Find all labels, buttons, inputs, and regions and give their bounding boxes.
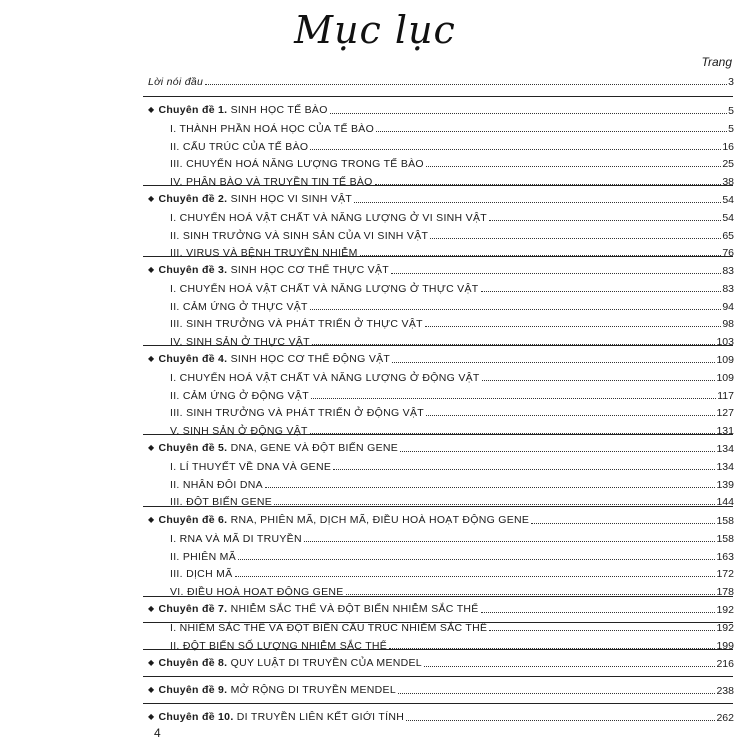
toc-topic-row bbox=[148, 598, 734, 616]
toc-topic-label bbox=[148, 514, 529, 527]
section-divider bbox=[143, 256, 733, 257]
toc-subsection-label: IV. SINH SẢN Ở THỰC VẬT bbox=[170, 336, 310, 349]
dot-leader bbox=[400, 451, 715, 452]
section-divider bbox=[143, 596, 733, 597]
dot-leader bbox=[426, 415, 715, 416]
toc-topic-prefix: Chuyên đề 9. bbox=[158, 684, 228, 696]
section-divider bbox=[143, 96, 733, 97]
toc-subsection-page: 199 bbox=[716, 639, 734, 652]
toc-subsection-page: 5 bbox=[728, 122, 734, 135]
toc-subsection-row bbox=[170, 473, 734, 491]
toc-topic-row bbox=[148, 188, 734, 206]
toc-subsection-label: I. CHUYỂN HOÁ VẬT CHẤT VÀ NĂNG LƯỢNG Ở ĐỘNG VẬT bbox=[170, 371, 480, 384]
toc-subsection-row bbox=[170, 366, 734, 384]
toc-subsection-page: 127 bbox=[716, 407, 734, 420]
diamond-bullet-icon: ◆ bbox=[148, 685, 155, 694]
toc-subsection-label: II. CẤU TRÚC CỦA TẾ BÀO bbox=[170, 140, 309, 153]
section-divider bbox=[143, 506, 733, 507]
dot-leader bbox=[238, 559, 715, 560]
toc-subsection-label: III. SINH TRƯỞNG VÀ PHÁT TRIỂN Ở THỰC VẬT bbox=[170, 318, 423, 331]
section-divider bbox=[143, 185, 733, 186]
toc-subsection-page: 158 bbox=[716, 532, 734, 545]
diamond-bullet-icon: ◆ bbox=[148, 265, 155, 274]
dot-leader bbox=[391, 273, 721, 274]
toc-subsection-row bbox=[170, 117, 734, 135]
toc-topic-row bbox=[148, 259, 734, 277]
toc-topic-page: 262 bbox=[716, 712, 734, 724]
toc-topic-prefix: Chuyên đề 5. bbox=[158, 442, 228, 454]
dot-leader bbox=[426, 166, 721, 167]
toc-subsection-page: 98 bbox=[722, 318, 734, 331]
toc-subsection-page: 139 bbox=[716, 478, 734, 491]
dot-leader bbox=[481, 291, 722, 292]
toc-topic-title: MỞ RỘNG DI TRUYỀN MENDEL bbox=[230, 684, 396, 696]
section-divider bbox=[143, 649, 733, 650]
dot-leader bbox=[531, 523, 715, 524]
toc-subsection-row bbox=[170, 562, 734, 580]
section-divider bbox=[143, 622, 733, 623]
toc-topic-label bbox=[148, 264, 389, 277]
section-divider bbox=[143, 434, 733, 435]
toc-subsection-label: VI. ĐIỀU HOÀ HOẠT ĐỘNG GENE bbox=[170, 586, 344, 599]
diamond-bullet-icon: ◆ bbox=[148, 443, 155, 452]
toc-subsection-row bbox=[170, 135, 734, 153]
toc-topic-prefix: Chuyên đề 6. bbox=[158, 514, 228, 526]
toc-topic-title: QUY LUẬT DI TRUYỀN CỦA MENDEL bbox=[230, 657, 422, 669]
dot-leader bbox=[330, 113, 727, 114]
toc-subsection-page: 109 bbox=[716, 371, 734, 384]
dot-leader bbox=[311, 398, 716, 399]
toc-subsection-label: III. DỊCH MÃ bbox=[170, 568, 233, 581]
toc-topic-page: 134 bbox=[716, 443, 734, 455]
toc-topic-row bbox=[148, 99, 734, 117]
toc-subsection-page: 117 bbox=[717, 389, 734, 402]
toc-subsection-row bbox=[170, 152, 734, 170]
toc-subsection-label: I. CHUYỂN HOÁ VẬT CHẤT VÀ NĂNG LƯỢNG Ở THỰC VẬT bbox=[170, 282, 479, 295]
toc-subsection-row bbox=[170, 401, 734, 419]
toc-subsection-label: I. CHUYỂN HOÁ VẬT CHẤT VÀ NĂNG LƯỢNG Ở VI SINH VẬT bbox=[170, 211, 487, 224]
dot-leader bbox=[205, 84, 727, 85]
diamond-bullet-icon: ◆ bbox=[148, 604, 155, 613]
toc-topic-prefix: Chuyên đề 2. bbox=[158, 193, 228, 205]
dot-leader bbox=[482, 380, 716, 381]
toc-subsection-label: I. NHIỄM SẮC THỂ VÀ ĐỘT BIẾN CẤU TRÚC NHIỄM SẮC THỂ bbox=[170, 621, 488, 634]
toc-topic-label bbox=[148, 657, 422, 670]
toc-subsection-page: 103 bbox=[716, 336, 734, 349]
toc-subsection-page: 94 bbox=[722, 300, 734, 313]
toc-topic-title: DI TRUYỀN LIÊN KẾT GIỚI TÍNH bbox=[236, 711, 405, 723]
toc-topic-title: SINH HỌC CƠ THỂ THỰC VẬT bbox=[230, 264, 390, 276]
section-divider bbox=[143, 345, 733, 346]
toc-topic-row bbox=[148, 679, 734, 697]
toc-subsection-row bbox=[170, 545, 734, 563]
dot-leader bbox=[354, 202, 721, 203]
dot-leader bbox=[310, 309, 722, 310]
toc-subsection-label: II. NHÂN ĐÔI DNA bbox=[170, 478, 263, 491]
diamond-bullet-icon: ◆ bbox=[148, 515, 155, 524]
toc-topic-label bbox=[148, 442, 398, 455]
toc-topic-row bbox=[148, 706, 734, 724]
toc-topic-prefix: Chuyên đề 3. bbox=[158, 264, 228, 276]
toc-subsection-page: 178 bbox=[716, 586, 734, 599]
toc-subsection-page: 192 bbox=[716, 621, 734, 634]
toc-subsection-label: III. ĐỘT BIẾN GENE bbox=[170, 496, 273, 509]
dot-leader bbox=[235, 576, 716, 577]
toc-subsection-label: I. THÀNH PHẦN HOÁ HỌC CỦA TẾ BÀO bbox=[170, 122, 375, 135]
toc-subsection-label: I. RNA VÀ MÃ DI TRUYỀN bbox=[170, 532, 302, 545]
section-divider bbox=[143, 676, 733, 677]
dot-leader bbox=[424, 666, 716, 667]
toc-topic-page: 158 bbox=[716, 515, 734, 527]
dot-leader bbox=[376, 131, 727, 132]
diamond-bullet-icon: ◆ bbox=[148, 354, 155, 363]
toc-topic-prefix: Chuyên đề 4. bbox=[158, 353, 228, 365]
toc-subsection-label: III. SINH TRƯỞNG VÀ PHÁT TRIỂN Ở ĐỘNG VẬT bbox=[170, 407, 424, 420]
toc-topic-title: NHIỄM SẮC THỂ VÀ ĐỘT BIẾN NHIỄM SẮC THỂ bbox=[230, 603, 479, 615]
toc-intro-page: 3 bbox=[728, 76, 734, 88]
diamond-bullet-icon: ◆ bbox=[148, 712, 155, 721]
toc-topic-page: 54 bbox=[722, 194, 734, 206]
toc-subsection-page: 16 bbox=[722, 140, 734, 153]
toc-topic-label bbox=[148, 711, 404, 724]
toc-subsection-page: 25 bbox=[722, 158, 734, 171]
toc-subsection-row bbox=[170, 206, 734, 224]
toc-topic-row bbox=[148, 652, 734, 670]
toc-topic-row bbox=[148, 509, 734, 527]
toc-subsection-row bbox=[170, 277, 734, 295]
toc-topic-label bbox=[148, 104, 328, 117]
page-title: Mục lục bbox=[294, 8, 456, 52]
toc-topic-prefix: Chuyên đề 7. bbox=[158, 603, 228, 615]
toc-topic-row bbox=[148, 437, 734, 455]
toc-topic-label bbox=[148, 603, 479, 616]
toc-subsection-row bbox=[170, 224, 734, 242]
dot-leader bbox=[333, 469, 715, 470]
toc-subsection-label: I. LÍ THUYẾT VỀ DNA VÀ GENE bbox=[170, 460, 332, 473]
toc-topic-title: DNA, GENE VÀ ĐỘT BIẾN GENE bbox=[230, 442, 399, 454]
dot-leader bbox=[392, 362, 715, 363]
toc-topic-prefix: Chuyên đề 8. bbox=[158, 657, 228, 669]
toc-subsection-label: V. SINH SẢN Ở ĐỘNG VẬT bbox=[170, 425, 308, 438]
toc-topic-page: 216 bbox=[716, 658, 734, 670]
dot-leader bbox=[406, 720, 715, 721]
toc-topic-label bbox=[148, 193, 352, 206]
toc-topic-prefix: Chuyên đề 10. bbox=[158, 711, 234, 723]
toc-topic-title: SINH HỌC CƠ THỂ ĐỘNG VẬT bbox=[230, 353, 391, 365]
dot-leader bbox=[430, 238, 721, 239]
toc-topic-page: 192 bbox=[716, 604, 734, 616]
toc-intro-row bbox=[148, 70, 734, 88]
toc-subsection-page: 134 bbox=[716, 460, 734, 473]
dot-leader bbox=[310, 149, 721, 150]
toc-subsection-label: II. CẢM ỨNG Ở ĐỘNG VẬT bbox=[170, 389, 309, 402]
toc-topic-title: SINH HỌC TẾ BÀO bbox=[230, 104, 328, 116]
page-number: 4 bbox=[154, 726, 161, 740]
dot-leader bbox=[481, 612, 716, 613]
dot-leader bbox=[398, 693, 715, 694]
dot-leader bbox=[265, 487, 716, 488]
dot-leader bbox=[425, 326, 721, 327]
page-column-label: Trang bbox=[701, 55, 732, 69]
toc-topic-page: 5 bbox=[728, 105, 734, 117]
toc-subsection-row bbox=[170, 527, 734, 545]
diamond-bullet-icon: ◆ bbox=[148, 658, 155, 667]
toc-topic-title: SINH HỌC VI SINH VẬT bbox=[230, 193, 353, 205]
toc-subsection-page: 163 bbox=[716, 550, 734, 563]
toc-subsection-label: IV. PHÂN BÀO VÀ TRUYỀN TIN TẾ BÀO bbox=[170, 176, 373, 189]
toc-topic-label bbox=[148, 353, 390, 366]
dot-leader bbox=[489, 220, 721, 221]
toc-topic-row bbox=[148, 348, 734, 366]
dot-leader bbox=[489, 630, 715, 631]
toc-topic-page: 109 bbox=[716, 354, 734, 366]
toc-subsection-page: 38 bbox=[722, 176, 734, 189]
toc-subsection-page: 54 bbox=[722, 211, 734, 224]
toc-subsection-label: II. CẢM ỨNG Ở THỰC VẬT bbox=[170, 300, 308, 313]
toc-subsection-row bbox=[170, 295, 734, 313]
section-divider bbox=[143, 703, 733, 704]
toc-subsection-page: 172 bbox=[716, 568, 734, 581]
toc-subsection-page: 144 bbox=[716, 496, 734, 509]
diamond-bullet-icon: ◆ bbox=[148, 105, 155, 114]
diamond-bullet-icon: ◆ bbox=[148, 194, 155, 203]
toc-topic-page: 83 bbox=[722, 265, 734, 277]
toc-subsection-row bbox=[170, 455, 734, 473]
toc-subsection-label: II. SINH TRƯỞNG VÀ SINH SẢN CỦA VI SINH VẬT bbox=[170, 229, 429, 242]
toc-subsection-page: 131 bbox=[716, 425, 734, 438]
toc-subsection-label: III. VIRUS VÀ BỆNH TRUYỀN NHIỄM bbox=[170, 247, 358, 260]
toc-subsection-row bbox=[170, 312, 734, 330]
toc-topic-title: RNA, PHIÊN MÃ, DỊCH MÃ, ĐIỀU HOÀ HOẠT ĐỘNG GENE bbox=[230, 514, 530, 526]
toc-subsection-label: II. ĐỘT BIẾN SỐ LƯỢNG NHIỄM SẮC THỂ bbox=[170, 639, 388, 652]
toc-subsection-row bbox=[170, 384, 734, 402]
toc-subsection-page: 76 bbox=[722, 247, 734, 260]
toc-subsection-page: 65 bbox=[722, 229, 734, 242]
toc-topic-page: 238 bbox=[716, 685, 734, 697]
toc-intro-label: Lời nói đầu bbox=[148, 76, 204, 88]
toc-subsection-label: III. CHUYỂN HOÁ NĂNG LƯỢNG TRONG TẾ BÀO bbox=[170, 158, 424, 171]
dot-leader bbox=[304, 541, 716, 542]
toc-topic-label bbox=[148, 684, 396, 697]
toc-topic-prefix: Chuyên đề 1. bbox=[158, 104, 228, 116]
toc-subsection-row bbox=[170, 616, 734, 634]
toc-subsection-label: II. PHIÊN MÃ bbox=[170, 550, 237, 563]
toc-subsection-page: 83 bbox=[722, 282, 734, 295]
